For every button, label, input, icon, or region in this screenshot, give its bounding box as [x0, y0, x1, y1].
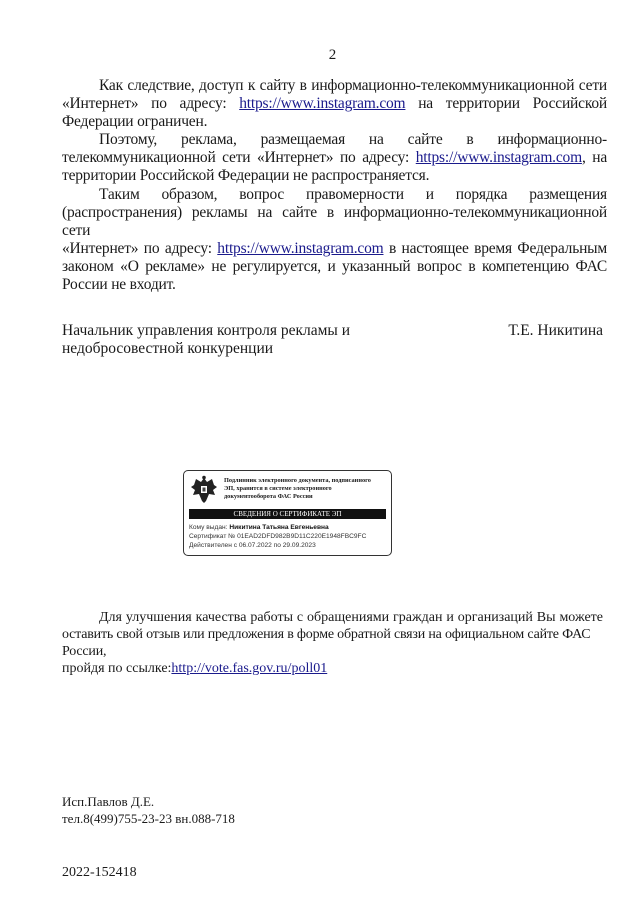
- instagram-link[interactable]: https://www.instagram.com: [239, 95, 406, 113]
- instagram-link[interactable]: https://www.instagram.com: [217, 239, 384, 257]
- stamp-header: [224, 477, 389, 501]
- signature-block: [62, 322, 603, 358]
- executor-name: Исп.Павлов Д.Е.: [62, 794, 155, 810]
- stamp-validity: Действителен с 06.07.2022 по 29.09.2023: [189, 542, 316, 550]
- body-line: [62, 77, 607, 95]
- body-text-segment: (распространения) рекламы на сайте в информационно-телекоммуникационной сети: [62, 203, 607, 239]
- feedback-prefix: пройдя по ссылке:: [62, 661, 172, 677]
- body-text-segment: Поэтому, реклама, размещаемая на сайте в информационно-: [99, 131, 607, 149]
- feedback-line2: оставить свой отзыв или предложения в форме обратной связи на официальном сайте ФАС России,: [62, 627, 591, 660]
- feedback-line1: Для улучшения качества работы с обращениями граждан и организаций Вы можете: [99, 610, 603, 626]
- instagram-link[interactable]: https://www.instagram.com: [415, 149, 582, 167]
- signature-position-line1: Начальник управления контроля рекламы и: [62, 322, 351, 340]
- stamp-issued-to: [189, 523, 329, 532]
- page-number: 2: [328, 47, 337, 63]
- document-number: 2022-152418: [62, 865, 137, 881]
- body-text-segment: телекоммуникационной сети «Интернет» по адресу:: [62, 149, 416, 167]
- body-line: [62, 167, 607, 185]
- body-text-segment: России не входит.: [62, 276, 176, 294]
- body-line: [62, 204, 607, 240]
- feedback-link[interactable]: http://vote.fas.gov.ru/poll01: [171, 661, 328, 677]
- body-line: [62, 186, 607, 204]
- body-line: [62, 240, 607, 258]
- body-text-segment: на территории Российской: [405, 95, 608, 113]
- stamp-issued-label: Кому выдан:: [189, 524, 228, 532]
- executor-block: [62, 793, 607, 827]
- feedback-note: [62, 609, 603, 677]
- body-text-segment: Как следствие, доступ к сайту в информационно-телекоммуникационной сети: [99, 77, 607, 94]
- body-text-segment: законом «О рекламе» не регулируется, и указанный вопрос в компетенцию ФАС: [62, 257, 607, 275]
- body-text-segment: , на: [581, 149, 607, 167]
- body-text-segment: «Интернет» по адресу:: [62, 95, 240, 113]
- signature-position: [62, 322, 350, 358]
- body-line: [62, 95, 607, 113]
- body-text: [62, 77, 607, 294]
- body-line: [62, 276, 607, 294]
- stamp-certificate: Сертификат № 01EAD2DFD982B9D11C220E1948FBC9FC: [189, 533, 367, 541]
- body-line: [62, 113, 607, 131]
- body-text-segment: территории Российской Федерации не распространяется.: [62, 167, 430, 185]
- body-text-segment: Федерации ограничен.: [62, 113, 208, 131]
- feedback-line3: [62, 660, 603, 677]
- body-text-segment: в настоящее время Федеральным: [383, 239, 607, 257]
- signature-name: Т.Е. Никитина: [508, 322, 603, 340]
- stamp-header-line1: Подлинник электронного документа, подписанного: [224, 477, 371, 485]
- stamp-issued-name: Никитина Татьяна Евгеньевна: [229, 524, 329, 532]
- body-line: [62, 258, 607, 276]
- body-line: [62, 131, 607, 149]
- russian-emblem-icon: [190, 475, 218, 505]
- electronic-signature-stamp: [183, 470, 392, 556]
- signature-position-line2: недобросовестной конкуренции: [62, 340, 274, 358]
- stamp-header-line2: ЭП, хранится в системе электронного: [224, 485, 332, 493]
- body-line: [62, 149, 607, 167]
- body-text-segment: Таким образом, вопрос правомерности и порядка размещения: [99, 185, 607, 203]
- stamp-title-bar: СВЕДЕНИЯ О СЕРТИФИКАТЕ ЭП: [189, 509, 386, 519]
- stamp-header-line3: документооборота ФАС России: [224, 493, 313, 501]
- executor-phone: тел.8(499)755-23-23 вн.088-718: [62, 811, 235, 827]
- body-text-segment: «Интернет» по адресу:: [62, 239, 218, 257]
